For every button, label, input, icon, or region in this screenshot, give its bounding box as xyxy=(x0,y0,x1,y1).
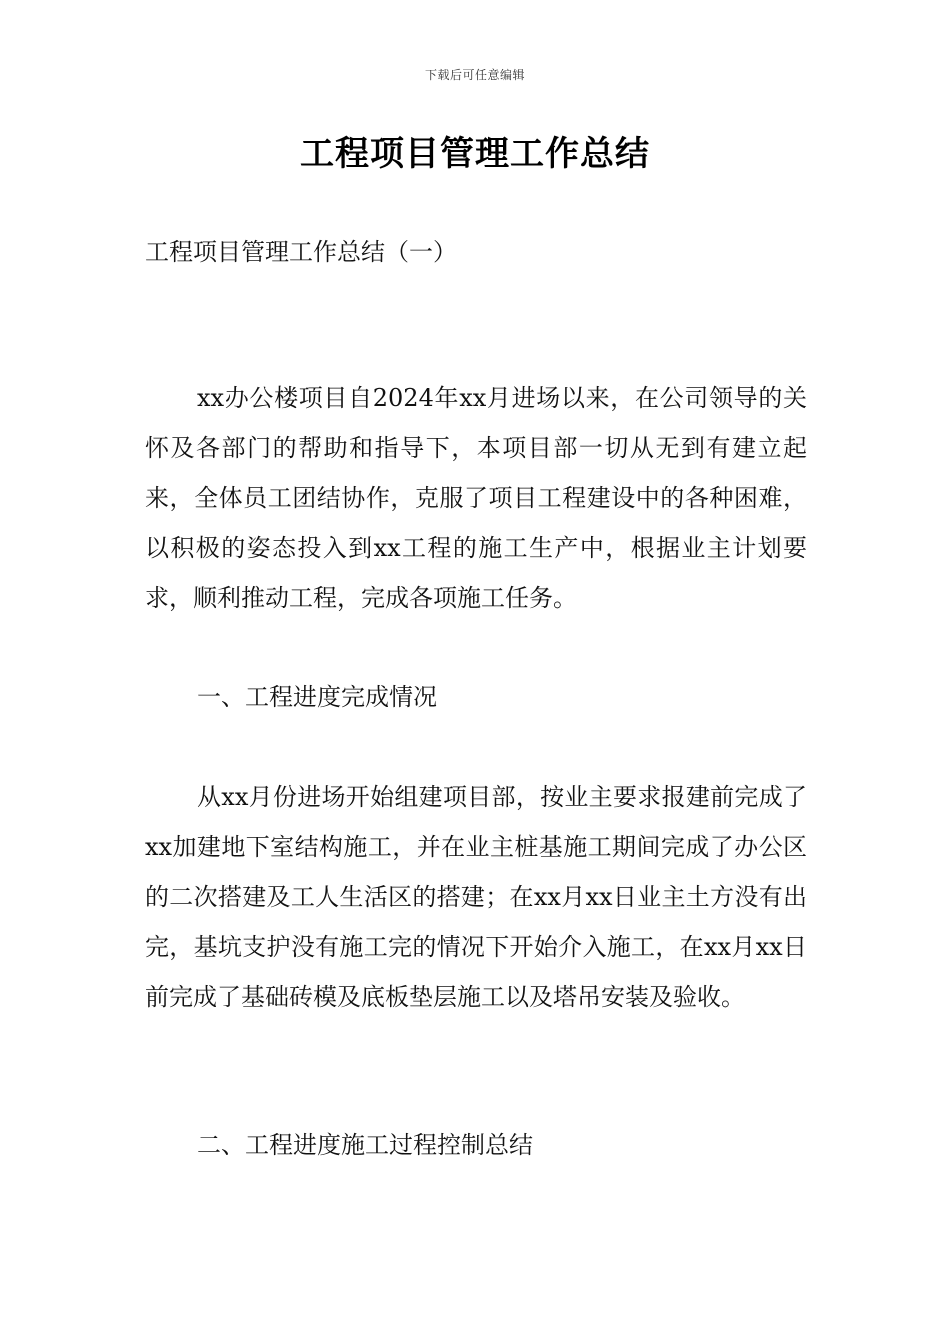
section-heading-2: 二、工程进度施工过程控制总结 xyxy=(197,1131,533,1159)
document-subtitle: 工程项目管理工作总结（一） xyxy=(145,238,457,266)
paragraph-1: xx办公楼项目自2024年xx月进场以来，在公司领导的关怀及各部门的帮助和指导下，本项目部一切从无到有建立起来，全体员工团结协作，克服了项目工程建设中的各种困难，以积极的姿态投入到xx工程的施工生产中，根据业主计划要求，顺利推动工程，完成各项施工任务。 xyxy=(145,384,807,612)
page-header-note: 下载后可任意编辑 xyxy=(424,68,525,82)
paragraph-2: 从xx月份进场开始组建项目部，按业主要求报建前完成了xx加建地下室结构施工，并在业主桩基施工期间完成了办公区的二次搭建及工人生活区的搭建；在xx月xx日业主土方没有出完，基坑支护没有施工完的情况下开始介入施工，在xx月xx日前完成了基础砖模及底板垫层施工以及塔吊安装及验收。 xyxy=(145,783,807,1011)
document-title: 工程项目管理工作总结 xyxy=(300,134,650,174)
section-heading-1: 一、工程进度完成情况 xyxy=(197,683,437,711)
